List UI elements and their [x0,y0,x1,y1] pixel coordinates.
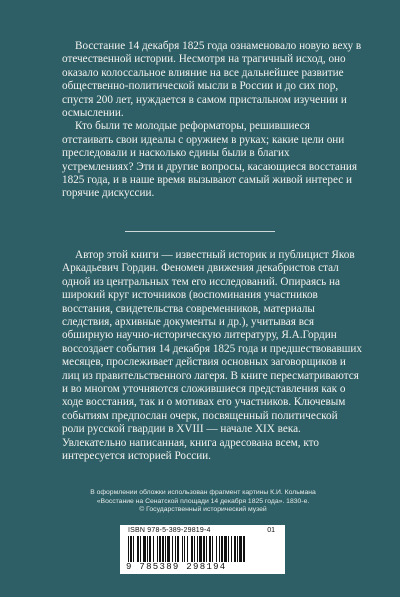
cover-credits [66,489,340,515]
barcode-addon-label: 01 [267,527,275,534]
intro-paragraph-1: Восстание 14 декабря 1825 года ознаменовало новую веху в отечественной истории. Несмотря на трагичный исход, оно оказало колоссальное влияние на все дальнейшее развитие общественно-политической мысли в России и до сих пор, спустя 200 лет, нуждается в самом пристальном изучении и осмыслении. [62,40,362,120]
intro-paragraph-2: Кто были те молодые реформаторы, решившиеся отстаивать свои идеалы с оружием в руках; какие цели они преследовали и насколько едины были в благих устремлениях? Эти и другие вопросы, касающиеся восстания 1825 года, и в наше время вызывают самый живой интерес и горячие дискуссии. [62,120,358,200]
isbn-label: ISBN 978-5-389-29819-4 [128,527,211,534]
barcode-block [120,525,285,574]
intro-section [62,40,362,201]
ean-number: 9 785389 298194 [126,562,227,572]
credits-line: «Восстание на Сенатской площади 14 декабря 1825 года». 1830-е. [96,497,310,505]
about-author-paragraph: Автор этой книги — известный историк и публицист Яков Аркадьевич Гордин. Феномен движения декабристов стал одной из центральных тем его исследований. Опираясь на широкий круг источников (воспоминания участников восстания, свидетельства современников, материалы следствия, архивные документы и др.), учитывая вся обширную научно-историческую литературу, Я.А.Гордин воссоздает события 14 декабря 1825 года и предшествовавших месяцев, прослеживает действия основных заговорщиков и лиц из правительственного лагеря. В книге пересматриваются и во многом уточняются сложившиеся представления как о ходе восстания, так и о мотивах его участников. Ключевым событиям предпослан очерк, посвященный политической роли русской гвардии в XVIII — начале XIX века. Увлекательно написанная, книга адресована всем, кто интересуется историей России. [62,249,362,463]
about-section [62,249,362,464]
credits-line: В оформлении обложки использован фрагмент картины К.И. Кольмана [90,489,316,496]
credits-line: © Государственный исторический музей [139,506,267,514]
section-divider [125,231,275,232]
barcode-icon [128,536,277,562]
